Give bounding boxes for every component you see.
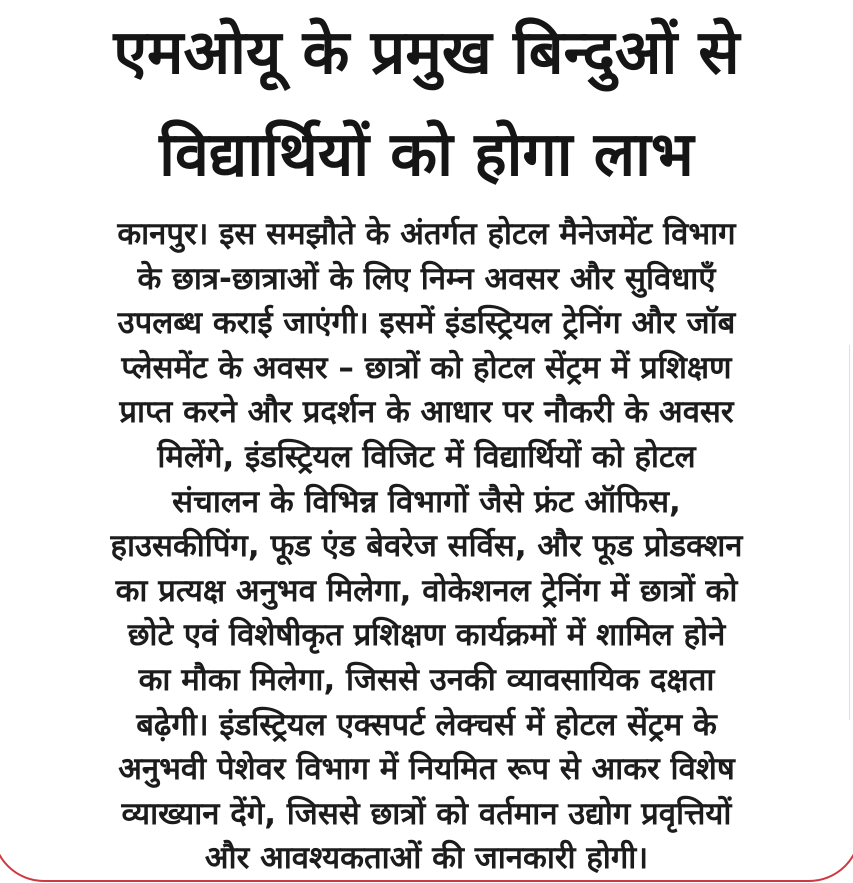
body-line: मिलेंगे, इंडस्ट्रियल विजिट में विद्यार्थियों को होटल [157,438,696,475]
body-line: और आवश्यकताओं की जानकारी होगी। [204,840,649,877]
body-line: का प्रत्यक्ष अनुभव मिलेगा, वोकेशनल ट्रेनिंग में छात्रों को [115,572,738,609]
headline-line-2: विद्यार्थियों को होगा लाभ [159,119,694,190]
body-line: अनुभवी पेशेवर विभाग में नियमित रूप से आकर विशेष [118,751,735,788]
article-headline [0,0,853,206]
body-line: बढ़ेगी। इंडस्ट्रियल एक्सपर्ट लेक्चर्स में होटल सेंट्रम के [136,706,717,743]
body-line: के छात्र-छात्राओं के लिए निम्न अवसर और सुविधाएँ [137,260,716,297]
headline-line-1: एमओयू के प्रमुख बिन्दुओं से [113,17,740,88]
body-line: प्लेसमेंट के अवसर – छात्रों को होटल सेंट्रम में प्रशिक्षण [121,349,732,386]
bottom-hairline [40,881,813,882]
body-line: कानपुर। इस समझौते के अंतर्गत होटल मैनेजमेंट विभाग [117,216,736,252]
body-line: उपलब्ध कराई जाएंगी। इसमें इंडस्ट्रियल ट्रेनिंग और जॉब [117,305,736,342]
body-line: संचालन के विभिन्न विभागों जैसे फ्रंट ऑफिस, [172,483,681,520]
article-body [0,212,853,881]
body-line: प्राप्त करने और प्रदर्शन के आधार पर नौकरी के अवसर [119,394,734,431]
body-line: छोटे एवं विशेषीकृत प्रशिक्षण कार्यक्रमों में शामिल होने [127,617,726,654]
body-line: का मौका मिलेगा, जिससे उनकी व्यावसायिक दक्षता [138,661,715,698]
column-rule-divider [849,345,850,720]
body-line: हाउसकीपिंग, फूड एंड बेवरेज सर्विस, और फूड प्रोडक्शन [110,528,743,565]
body-line: व्याख्यान देंगे, जिससे छात्रों को वर्तमान उद्योग प्रवृत्तियों [121,795,732,832]
